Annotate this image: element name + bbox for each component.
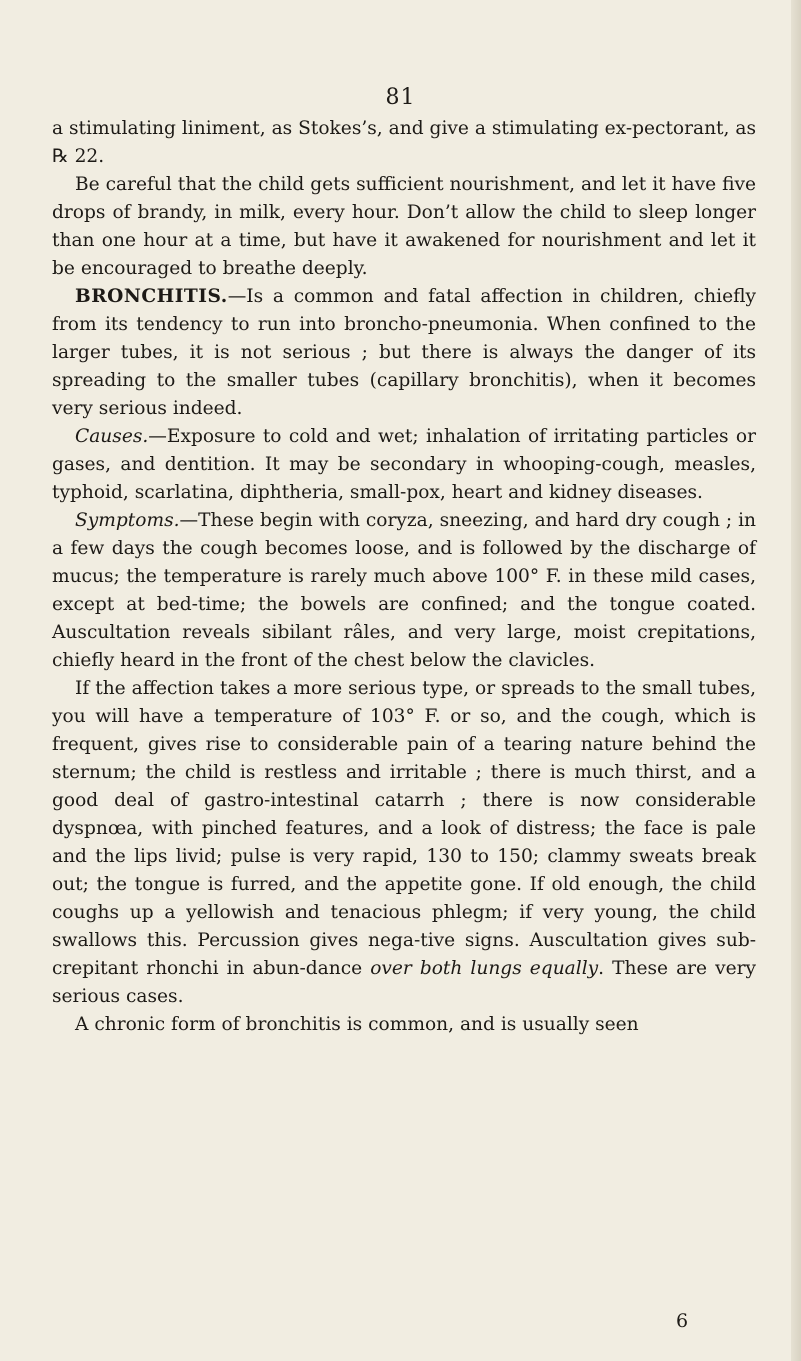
subheading-causes: Causes. <box>75 426 149 447</box>
paragraph-text-tail: . These are very serious cases. <box>52 958 756 1007</box>
paragraph-chronic <box>52 1011 756 1039</box>
subheading-symptoms: Symptoms. <box>75 510 180 531</box>
paragraph-bronchitis <box>52 283 756 423</box>
signature-mark: 6 <box>676 1310 689 1332</box>
paragraph-serious-type <box>52 675 756 1011</box>
paragraph-text: —Is a common and fatal affection in children, chiefly from its tendency to run into broncho-pneumonia. When confined to the larger tubes, it is not serious ; but there is always the danger of its spreading to the smaller tubes (capillary bronchitis), when it becomes very serious indeed. <box>52 286 756 419</box>
emphasized-phrase: over both lungs equally <box>370 958 599 979</box>
paragraph-text: A chronic form of bronchitis is common, and is usually seen <box>75 1014 639 1035</box>
page-edge-shadow <box>791 0 801 1361</box>
paragraph-text: —Exposure to cold and wet; inhalation of irritating particles or gases, and dentition. It may be secondary in whooping-cough, measles, typhoid, scarlatina, diphtheria, small-pox, heart and kidney diseases. <box>52 426 756 503</box>
paragraph-symptoms <box>52 507 756 675</box>
paragraph-causes <box>52 423 756 507</box>
paragraph-text: If the affection takes a more serious type, or spreads to the small tubes, you will have a temperature of 103° F. or so, and the cough, which is frequent, gives rise to considerable pain of a tearing nature behind the sternum; the child is restless and irritable ; there is much thirst, and a good deal of gastro-intestinal catarrh ; there is now considerable dyspnœa, with pinched features, and a look of distress; the face is pale and the lips livid; pulse is very rapid, 130 to 150; clammy sweats break out; the tongue is furred, and the appetite gone. If old enough, the child coughs up a yellowish and tenacious phlegm; if very young, the child swallows this. Percussion gives nega-tive signs. Auscultation gives sub-crepitant rhonchi in abun-dance <box>52 678 756 979</box>
paragraph-liniment <box>52 115 756 171</box>
paragraph-text: Be careful that the child gets sufficient nourishment, and let it have five drops of brandy, in milk, every hour. Don’t allow the child to sleep longer than one hour at a time, but have it awakened for nourishment and let it be encouraged to breathe deeply. <box>52 174 756 279</box>
body-text <box>52 115 756 1039</box>
page-number: 81 <box>385 85 416 110</box>
section-heading-bronchitis: BRONCHITIS. <box>75 286 228 307</box>
paragraph-nourishment <box>52 171 756 283</box>
paragraph-text: —These begin with coryza, sneezing, and hard dry cough ; in a few days the cough becomes loose, and is followed by the discharge of mucus; the temperature is rarely much above 100° F. in these mild cases, except at bed-time; the bowels are confined; and the tongue coated. Auscultation reveals sibilant râles, and very large, moist crepitations, chiefly heard in the front of the chest below the clavicles. <box>52 510 756 671</box>
paragraph-text: a stimulating liniment, as Stokes’s, and give a stimulating ex-pectorant, as ℞ 22. <box>52 118 756 167</box>
